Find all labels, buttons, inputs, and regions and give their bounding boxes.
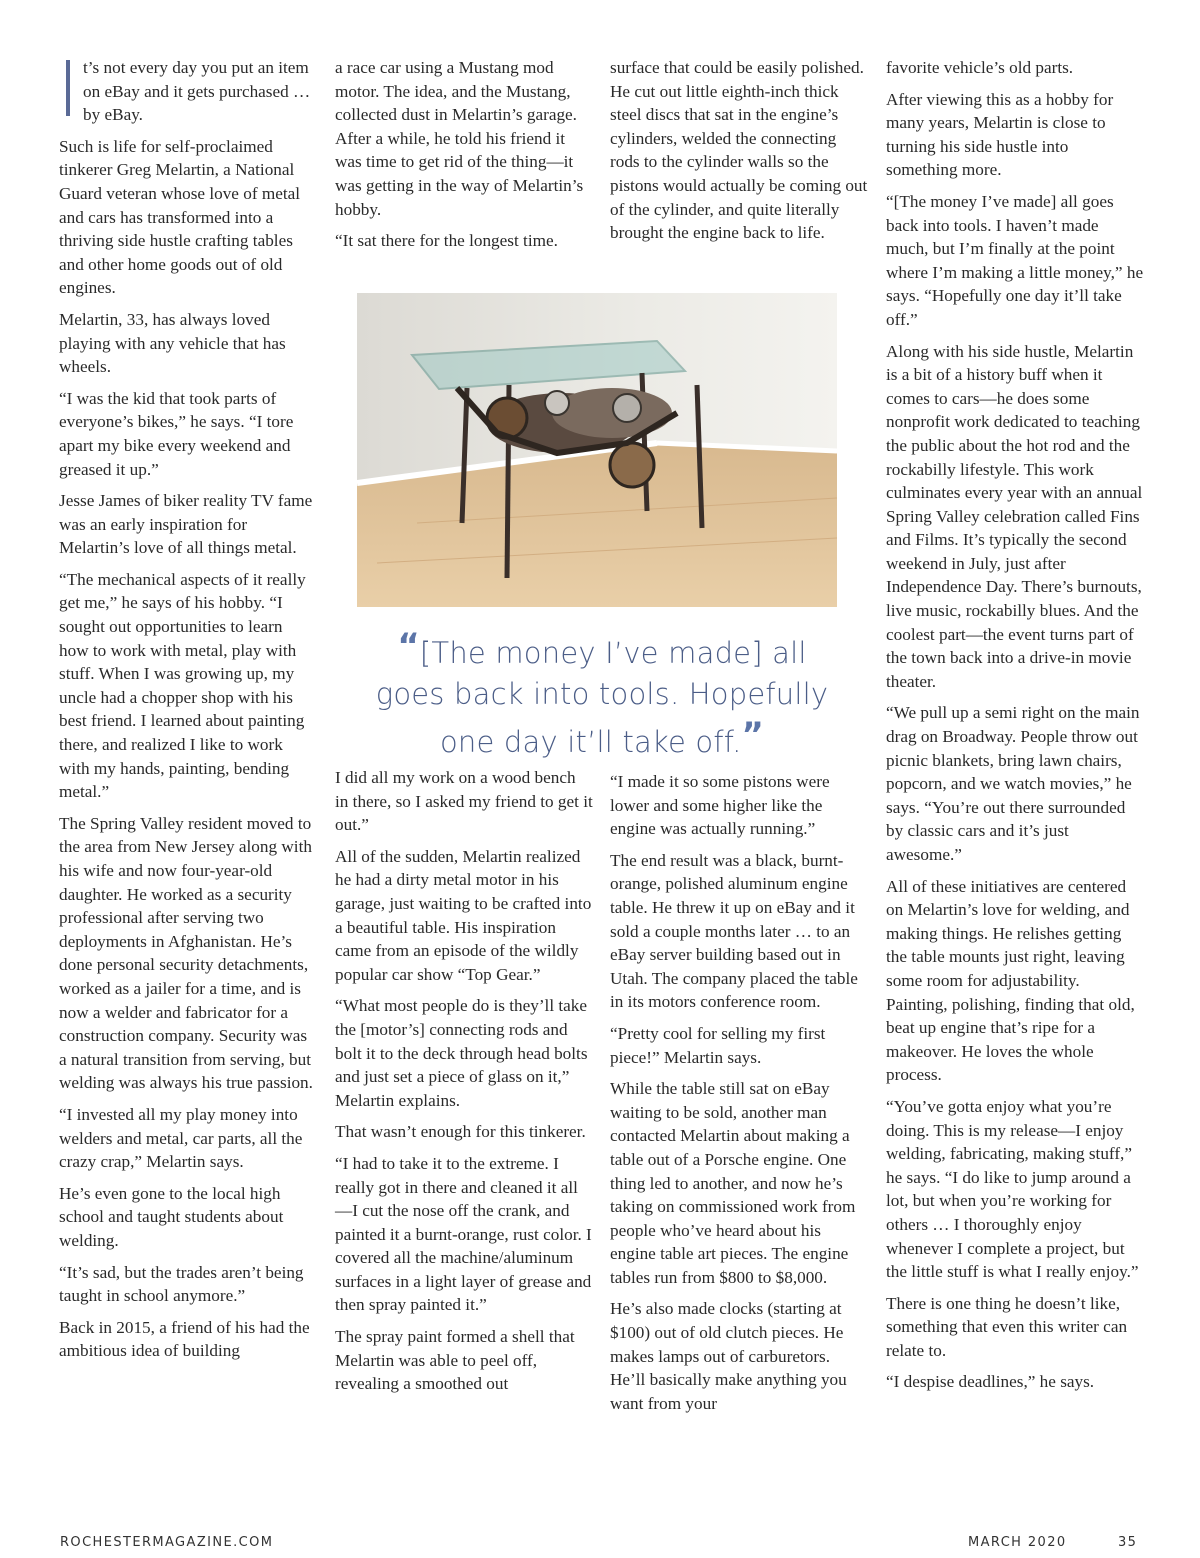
pull-quote-text: [The money I’ve made] all goes back into tools. Hopefully one day it’ll take off. — [375, 636, 829, 759]
paragraph: The spray paint formed a shell that Melartin was able to peel off, revealing a smoothed out — [335, 1327, 575, 1394]
paragraph: “Pretty cool for selling my first piece!” Melartin says. — [610, 1023, 826, 1067]
paragraph: “I made it so some pistons were lower and some higher like the engine was actually running.” — [610, 772, 830, 839]
open-quote-mark: “ — [397, 626, 420, 666]
paragraph: That wasn’t enough for this tinkerer. — [335, 1122, 586, 1142]
pull-quote — [372, 626, 832, 763]
paragraph: a race car using a Mustang mod motor. The idea, and the Mustang, collected dust in Melartin’s garage. After a while, he told his friend it was time to get rid of the thing—it was getting in the way of Melartin’s hobby. — [335, 58, 584, 219]
column-4 — [886, 56, 1144, 1402]
paragraph: While the table still sat on eBay waiting to be sold, another man contacted Melartin about making a table out of a Porsche engine. One thing led to another, and now he’s taking on commissioned work from people who’ve heard about his engine table art pieces. The engine tables run from $800 to $8,000. — [610, 1079, 856, 1287]
paragraph: “The mechanical aspects of it really get me,” he says of his hobby. “I sought out opportunities to learn how to work with metal, play with stuff. When I was growing up, my uncle had a chopper shop with his best friend. I learned about painting there, and realized I like to work with my hands, painting, bending metal.” — [59, 569, 306, 802]
paragraph: Back in 2015, a friend of his had the ambitious idea of building — [59, 1317, 310, 1361]
engine-table-photo — [357, 293, 837, 607]
paragraph: “I despise deadlines,” he says. — [886, 1372, 1095, 1392]
paragraph: There is one thing he doesn’t like, something that even this writer can relate to. — [886, 1293, 1128, 1360]
paragraph: “It sat there for the longest time. — [335, 231, 558, 251]
footer-site: ROCHESTERMAGAZINE.COM — [60, 1535, 274, 1550]
paragraph: I did all my work on a wood bench in there, so I asked my friend to get it out.” — [335, 768, 593, 835]
paragraph: favorite vehicle’s old parts. — [886, 58, 1074, 77]
column-3-bottom — [610, 770, 868, 1423]
paragraph: Jesse James of biker reality TV fame was an early inspiration for Melartin’s love of all things metal. — [59, 491, 313, 558]
paragraph: “You’ve gotta enjoy what you’re doing. This is my release—I enjoy welding, fabricating, making stuff,” he says. “I do like to jump around a lot, but when you’re working for others … I thoroughly enjoy whenever I complete a project, but the little stuff is what I really enjoy.” — [886, 1096, 1139, 1282]
paragraph: “It’s sad, but the trades aren’t being taught in school anymore.” — [59, 1262, 304, 1306]
engine-table-illustration — [357, 293, 837, 607]
lead-paragraph — [59, 56, 314, 127]
paragraph: He’s also made clocks (starting at $100) out of old clutch pieces. He makes lamps out of carburetors. He’ll basically make anything you want from your — [610, 1299, 847, 1413]
paragraph: The Spring Valley resident moved to the area from New Jersey along with his wife and now four-year-old daughter. He worked as a security professional after serving two deployments in Afghanistan. He’s done personal security detachments, worked as a jailer for a time, and is now a welder and fabricator for a construction company. Security was a natural transition from serving, but welding was always his true passion. — [59, 813, 313, 1093]
paragraph: He’s even gone to the local high school and taught students about welding. — [59, 1183, 284, 1250]
paragraph: Melartin, 33, has always loved playing with any vehicle that has wheels. — [59, 309, 286, 377]
paragraph: After viewing this as a hobby for many years, Melartin is close to turning his side hustle into something more. — [886, 89, 1114, 180]
paragraph: The end result was a black, burnt-orange, polished aluminum engine table. He threw it up on eBay and it sold a couple months later … to an eBay server building based out in Utah. The company placed the table in its motors conference room. — [610, 850, 858, 1012]
lead-text: t’s not every day you put an item on eBay and it gets purchased … by eBay. — [83, 58, 311, 125]
paragraph: “I was the kid that took parts of everyone’s bikes,” he says. “I tore apart my bike every weekend and greased it up.” — [59, 388, 294, 479]
paragraph: “[The money I’ve made] all goes back into tools. I haven’t made much, but I’m finally at the point where I’m making a little money,” he says. “Hopefully one day it’ll take off.” — [886, 191, 1144, 329]
close-quote-mark: ” — [741, 715, 765, 755]
footer-issue: MARCH 2020 — [968, 1535, 1067, 1550]
paragraph: “I invested all my play money into welders and metal, car parts, all the crazy crap,” Melartin says. — [59, 1104, 303, 1172]
column-1-paragraphs — [59, 135, 314, 1363]
paragraph: surface that could be easily polished. He cut out little eighth-inch thick steel discs that sat in the engine’s cylinders, welded the connecting rods to the cylinder walls so the pistons would actually be coming out of the cylinder, and quite literally brought the engine back to life. — [610, 58, 868, 243]
column-1 — [59, 56, 314, 1371]
paragraph: All of these initiatives are centered on Melartin’s love for welding, and making things. He relishes getting the table mounts just right, leaving some room for adjustability. Painting, polishing, finding that old, beat up engine that’s ripe for a makeover. He loves the whole process. — [886, 876, 1135, 1085]
column-2-top — [335, 56, 593, 261]
paragraph: Such is life for self-proclaimed tinkerer Greg Melartin, a National Guard veteran whose love of metal and cars has transformed into a thriving side hustle crafting tables and other home goods out of old engines. — [59, 136, 301, 298]
paragraph: All of the sudden, Melartin realized he had a dirty metal motor in his garage, just waiting to be crafted into a beautiful table. His inspiration came from an episode of the wildly popular car show “Top Gear.” — [335, 846, 592, 984]
footer-page-number: 35 — [1118, 1535, 1138, 1550]
paragraph: “What most people do is they’ll take the [motor’s] connecting rods and bolt it to the deck through head bolts and just set a piece of glass on it,” Melartin explains. — [335, 996, 588, 1110]
column-2-bottom — [335, 766, 593, 1404]
paragraph: “I had to take it to the extreme. I really got in there and cleaned it all—I cut the nose off the crank, and painted it a burnt-orange, rust color. I covered all the machine/aluminum surfaces in a light layer of grease and then spray painted it.” — [335, 1153, 592, 1315]
column-3-top — [610, 56, 868, 253]
paragraph: “We pull up a semi right on the main drag on Broadway. People throw out picnic blankets, bring lawn chairs, popcorn, and we watch movies,” he says. “You’re out there surrounded by classic cars and it’s just awesome.” — [886, 703, 1140, 864]
paragraph: Along with his side hustle, Melartin is a bit of a history buff when it comes to cars—he does some nonprofit work dedicated to teaching the public about the hot rod and the rockabilly lifestyle. This work culminates every year with an annual Spring Valley celebration called Fins and Films. It’s typically the second weekend in July, just after Independence Day. There’s burnouts, live music, rockabilly blues. And the coolest part—the event turns part of the town back into a drive-in movie theater. — [886, 341, 1143, 691]
